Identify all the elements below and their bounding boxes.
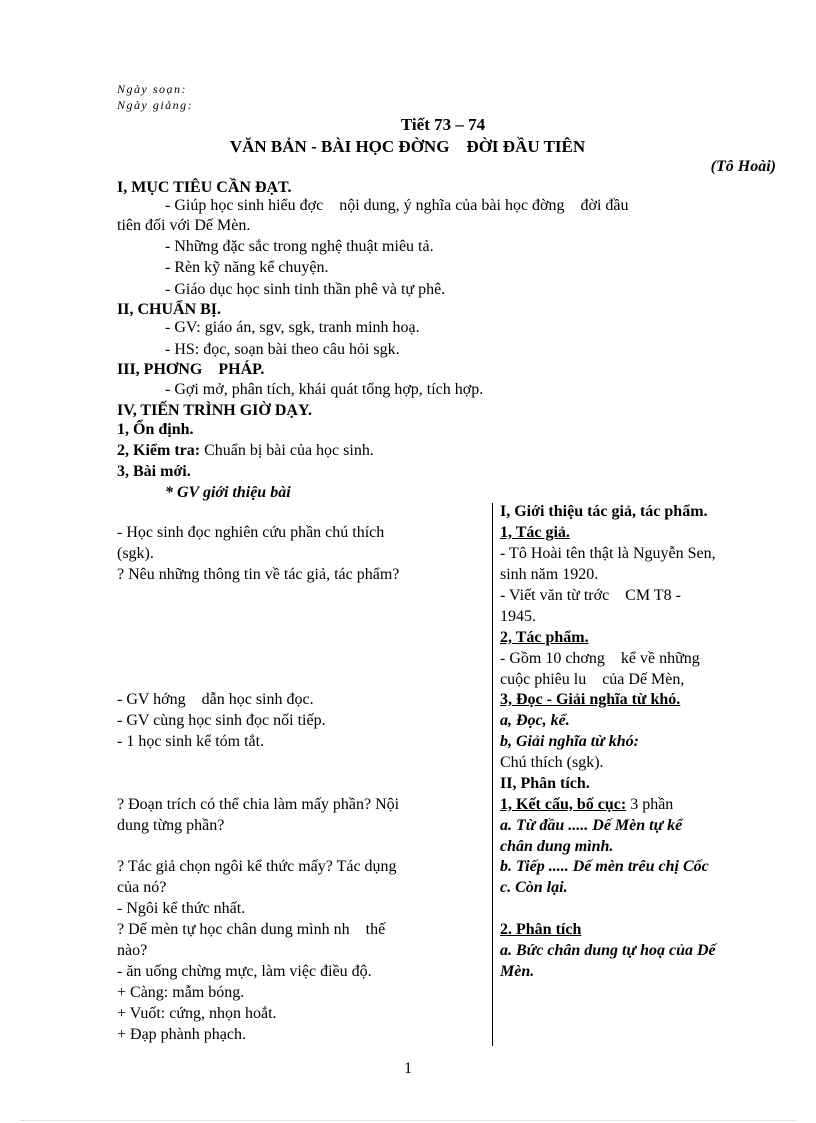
right-ketcau-text: 3 phần — [626, 796, 674, 813]
left-line-14: - ăn uống chừng mực, làm việc điều độ. — [117, 963, 372, 980]
right-ketcau-line — [500, 796, 778, 814]
left-line-8: dung từng phần? — [117, 817, 225, 834]
left-line-16: + Vuốt: cứng, nhọn hoắt. — [117, 1005, 277, 1022]
right-tacgia: 1, Tác giả. — [500, 524, 570, 541]
s1-line2: - Những đặc sắc trong nghệ thuật miêu tả. — [165, 238, 434, 255]
right-tacgia-l3: - Viết văn từ trớc CM T8 - — [500, 587, 681, 604]
left-line-15: + Càng: mẫm bóng. — [117, 984, 245, 1001]
s2-line2: - HS: đọc, soạn bài theo câu hỏi sgk. — [165, 341, 400, 358]
left-line-3: ? Nêu những thông tin về tác giả, tác phẩm? — [117, 566, 400, 583]
s1-line1: - Giúp học sinh hiểu đợc nội dung, ý nghĩa của bài học đờng đời đầu — [165, 197, 629, 214]
right-tacgia-l4: 1945. — [500, 608, 536, 625]
right-pt-a1: a. Bức chân dung tự hoạ của Dế — [500, 942, 716, 959]
left-line-2: (sgk). — [117, 545, 154, 562]
s4-item1: 1, Ổn định. — [117, 421, 194, 438]
left-line-1: - Học sinh đọc nghiên cứu phần chú thích — [117, 524, 385, 541]
left-line-17: + Đạp phành phạch. — [117, 1026, 246, 1043]
page-number: 1 — [404, 1060, 412, 1077]
author: (Tô Hoài) — [710, 158, 776, 175]
right-part-b: b. Tiếp ..... Dế mèn trêu chị Cốc — [500, 858, 709, 875]
section-1-heading: I, MỤC TIÊU CẦN ĐẠT. — [117, 179, 292, 196]
gv-intro: * GV giới thiệu bài — [165, 484, 291, 501]
right-part-a2: chân dung mình. — [500, 838, 614, 855]
left-line-5: - GV cùng học sinh đọc nối tiếp. — [117, 712, 326, 729]
right-doc-b: b, Giải nghĩa từ khó: — [500, 733, 639, 750]
section-2-heading: II, CHUẨN BỊ. — [117, 301, 222, 318]
left-line-12: ? Dế mèn tự học chân dung mình nh thế — [117, 921, 386, 938]
s1-line3: - Rèn kỹ năng kể chuyện. — [165, 259, 329, 276]
left-line-7: ? Đoạn trích có thể chia làm mấy phần? Nội — [117, 796, 400, 813]
s4-item2 — [117, 441, 777, 461]
right-tacpham-l2: cuộc phiêu lu của Dế Mèn, — [500, 671, 685, 688]
s4-item3: 3, Bài mới. — [117, 463, 191, 480]
lesson-title: VĂN BẢN - BÀI HỌC ĐỜNG ĐỜI ĐẦU TIÊN — [229, 137, 586, 156]
right-part-c: c. Còn lại. — [500, 879, 568, 896]
page-edge-divider — [20, 1120, 796, 1121]
left-line-13: nào? — [117, 942, 148, 959]
right-tacpham-l1: - Gồm 10 chơng kể về những — [500, 650, 700, 667]
right-ketcau: 1, Kết cấu, bố cục: — [500, 796, 627, 813]
left-line-10: của nó? — [117, 879, 167, 896]
right-tacgia-l1: - Tô Hoài tên thật là Nguyễn Sen, — [500, 545, 716, 562]
right-doc: 3, Đọc - Giải nghĩa từ khó. — [500, 691, 681, 708]
left-line-11: - Ngôi kể thức nhất. — [117, 900, 246, 917]
right-part-a1: a. Từ đầu ..... Dế Mèn tự kể — [500, 817, 683, 834]
right-h2: II, Phân tích. — [500, 775, 590, 792]
column-divider — [492, 503, 493, 1046]
s4-item2-label: 2, Kiểm tra: — [117, 442, 201, 459]
right-phantich: 2. Phân tích — [500, 921, 582, 938]
lesson-number-text: Tiết 73 – 74 — [400, 115, 486, 134]
s1-line4: - Giáo dục học sinh tinh thần phê và tự phê. — [165, 281, 446, 298]
left-line-9: ? Tác giả chọn ngôi kể thức mấy? Tác dụng — [117, 858, 397, 875]
left-line-6: - 1 học sinh kể tóm tắt. — [117, 733, 265, 750]
right-pt-a2: Mèn. — [500, 963, 535, 980]
lesson-number — [0, 115, 816, 135]
ngay-soan: Ngày soạn: — [117, 82, 187, 96]
s1-line1b: tiên đối với Dế Mèn. — [117, 217, 251, 234]
s2-line1: - GV: giáo án, sgv, sgk, tranh minh hoạ. — [165, 319, 420, 336]
section-4-heading: IV, TIẾN TRÌNH GIỜ DẠY. — [117, 402, 313, 419]
s4-item2-text: Chuẩn bị bài của học sinh. — [200, 442, 374, 459]
ngay-giang: Ngày giảng: — [117, 98, 194, 112]
s3-line1: - Gợi mở, phân tích, khái quát tổng hợp, tích hợp. — [165, 381, 484, 398]
right-doc-a: a, Đọc, kể. — [500, 712, 570, 729]
right-tacgia-l2: sinh năm 1920. — [500, 566, 599, 583]
section-3-heading: III, PHƠNG PHÁP. — [117, 361, 265, 378]
right-h1: I, Giới thiệu tác giả, tác phẩm. — [500, 503, 708, 520]
left-line-4: - GV hớng dẫn học sinh đọc. — [117, 691, 314, 708]
right-tacpham: 2, Tác phẩm. — [500, 629, 589, 646]
right-doc-b-text: Chú thích (sgk). — [500, 754, 604, 771]
